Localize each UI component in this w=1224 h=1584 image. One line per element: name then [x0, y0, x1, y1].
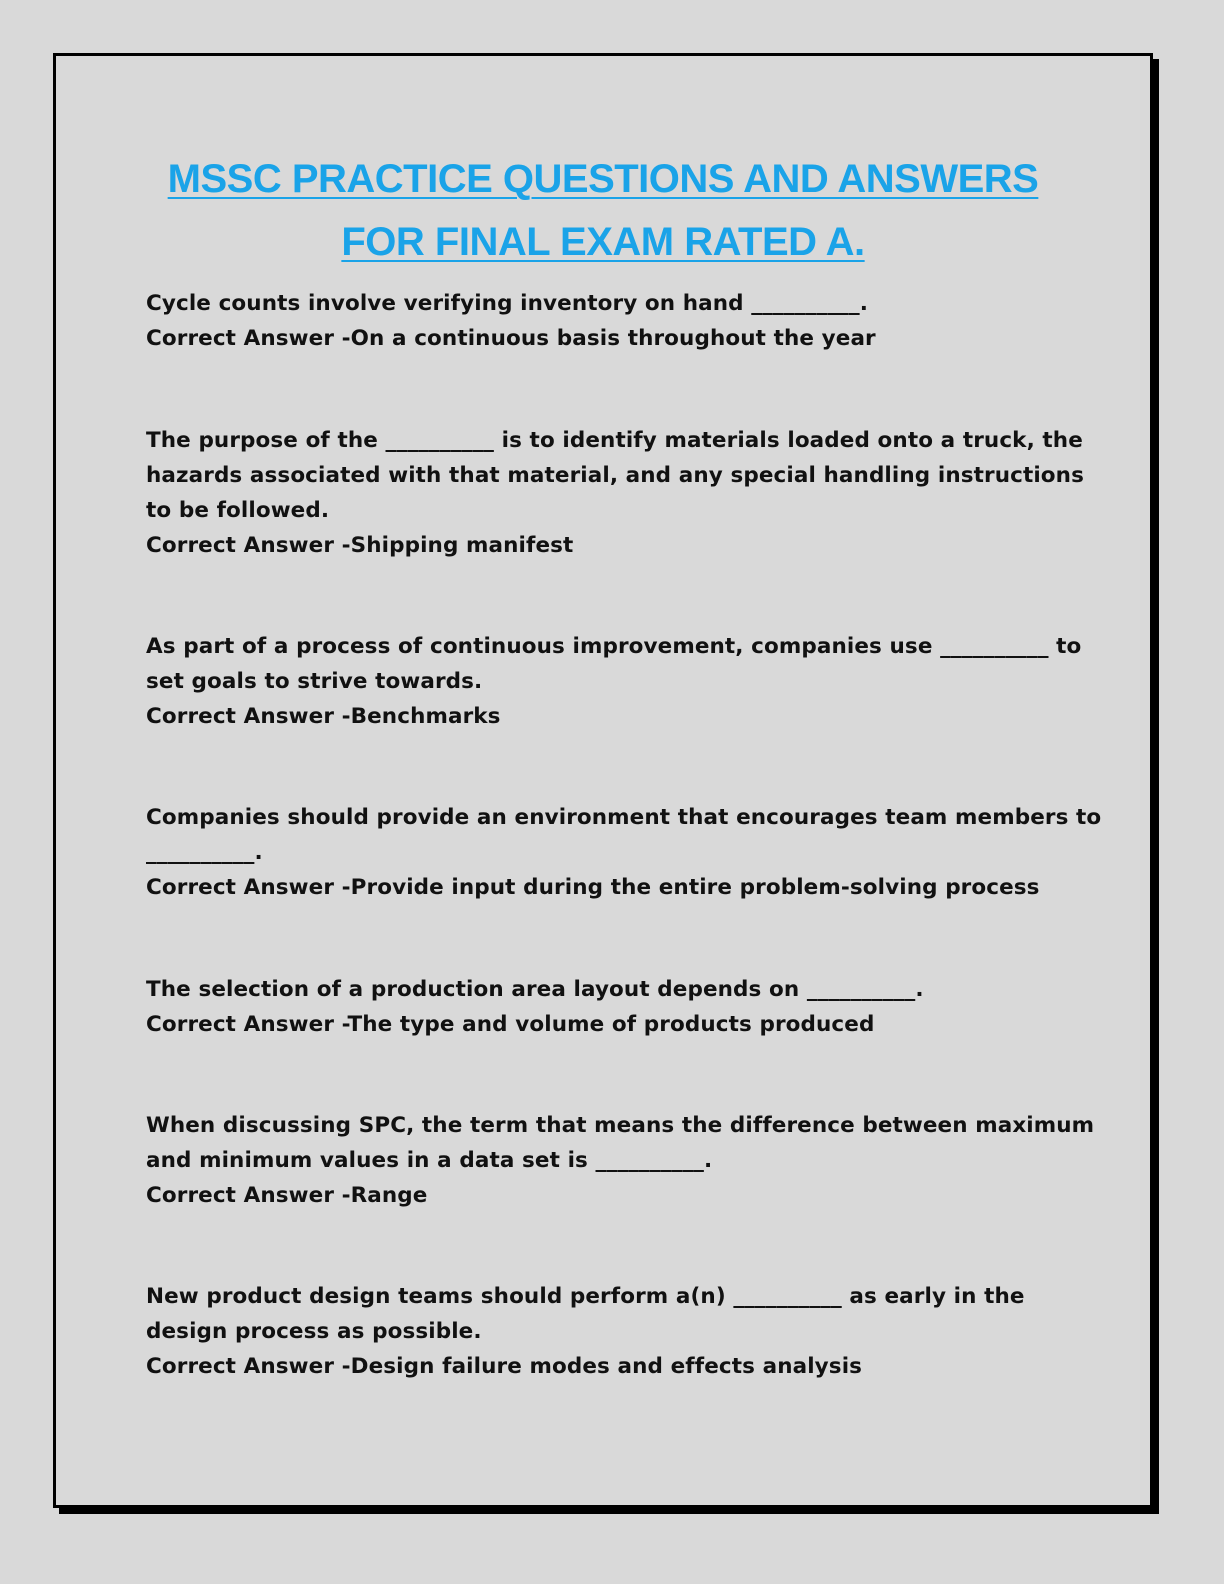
answer-6: Correct Answer -Range [146, 1183, 428, 1208]
qa-item-5 [146, 972, 1106, 1042]
title-line-1: MSSC PRACTICE QUESTIONS AND ANSWERS [167, 157, 1039, 201]
title-line-2: FOR FINAL EXAM RATED A. [341, 220, 865, 264]
question-7: New product design teams should perform a(n) __________ as early in the design process as possible. [146, 1284, 1033, 1344]
question-5: The selection of a production area layout depends on __________. [146, 977, 924, 1002]
qa-item-6 [146, 1108, 1106, 1213]
qa-item-3 [146, 629, 1106, 734]
answer-1: Correct Answer -On a continuous basis throughout the year [146, 326, 876, 351]
question-2: The purpose of the __________ is to identify materials loaded onto a truck, the hazards associated with that material, and any special handling instructions to be followed. [146, 428, 1092, 523]
qa-item-2 [146, 423, 1106, 563]
answer-4: Correct Answer -Provide input during the entire problem-solving process [146, 875, 1040, 900]
question-3: As part of a process of continuous improvement, companies use __________ to set goals to strive towards. [146, 634, 1090, 694]
page-title [56, 148, 1150, 274]
question-4: Companies should provide an environment that encourages team members to __________. [146, 805, 1109, 865]
document-page [53, 53, 1153, 1508]
qa-item-4 [146, 800, 1109, 905]
qa-item-7 [146, 1279, 1106, 1384]
question-1: Cycle counts involve verifying inventory on hand __________. [146, 291, 869, 316]
answer-3: Correct Answer -Benchmarks [146, 704, 501, 729]
answer-2: Correct Answer -Shipping manifest [146, 533, 574, 558]
qa-item-1 [146, 286, 1106, 356]
answer-7: Correct Answer -Design failure modes and effects analysis [146, 1354, 863, 1379]
question-6: When discussing SPC, the term that means the difference between maximum and minimum values in a data set is __________. [146, 1113, 1102, 1173]
answer-5: Correct Answer -The type and volume of products produced [146, 1012, 875, 1037]
